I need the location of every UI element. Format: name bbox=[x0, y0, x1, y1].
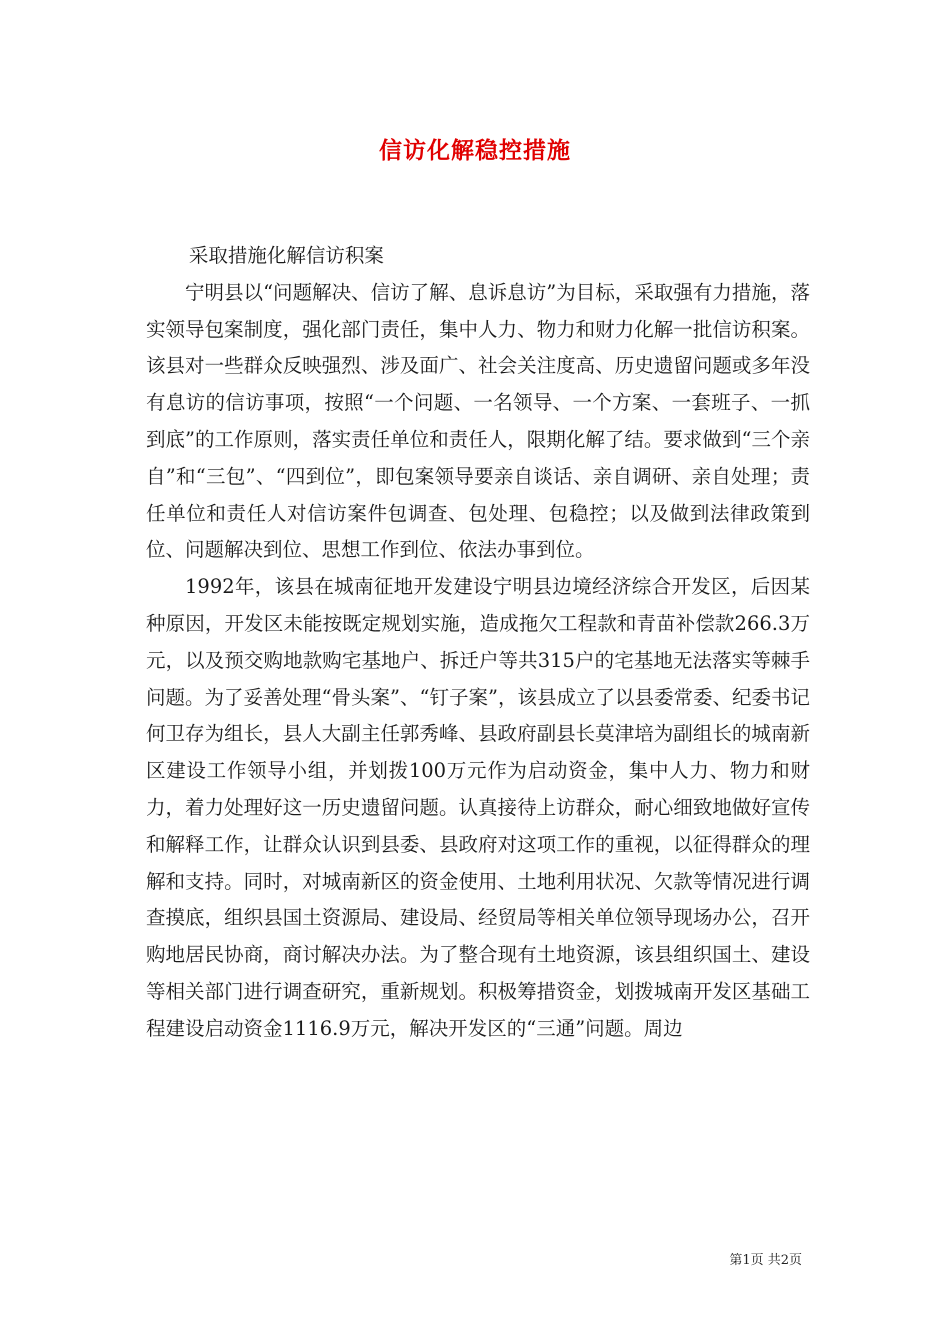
document-title: 信访化解稳控措施 bbox=[379, 137, 571, 164]
paragraph-2: 1992年，该县在城南征地开发建设宁明县边境经济综合开发区，后因某种原因，开发区未能按既定规划实施，造成拖欠工程款和青苗补偿款266.3万元，以及预交购地款购宅基地户、拆迁户等共315户的宅基地无法落实等棘手问题。为了妥善处理“骨头案”、“钉子案”，该县成立了以县委常委、纪委书记何卫存为组长，县人大副主任郭秀峰、县政府副县长莫津培为副组长的城南新区建设工作领导小组，并划拨100万元作为启动资金，集中人力、物力和财力，着力处理好这一历史遗留问题。认真接待上访群众，耐心细致地做好宣传和解释工作，让群众认识到县委、县政府对这项工作的重视，以征得群众的理解和支持。同时，对城南新区的资金使用、土地利用状况、欠款等情况进行调查摸底，组织县国土资源局、建设局、经贸局等相关单位领导现场办公，召开购地居民协商，商讨解决办法。为了整合现有土地资源，该县组织国土、建设等相关部门进行调查研究，重新规划。积极筹措资金，划拨城南开发区基础工程建设启动资金1116.9万元，解决开发区的“三通”问题。周边 bbox=[146, 575, 810, 1040]
document-body bbox=[146, 238, 810, 1048]
section-subheading: 采取措施化解信访积案 bbox=[188, 244, 384, 267]
page-number: 第1页 共2页 bbox=[729, 1253, 802, 1268]
paragraph-1: 宁明县以“问题解决、信访了解、息诉息访”为目标，采取强有力措施，落实领导包案制度，强化部门责任，集中人力、物力和财力化解一批信访积案。该县对一些群众反映强烈、涉及面广、社会关注度高、历史遗留问题或多年没有息访的信访事项，按照“一个问题、一名领导、一个方案、一套班子、一抓到底”的工作原则，落实责任单位和责任人，限期化解了结。要求做到“三个亲自”和“三包”、“四到位”，即包案领导要亲自谈话、亲自调研、亲自处理；责任单位和责任人对信访案件包调查、包处理、包稳控；以及做到法律政策到位、问题解决到位、思想工作到位、依法办事到位。 bbox=[146, 280, 810, 562]
